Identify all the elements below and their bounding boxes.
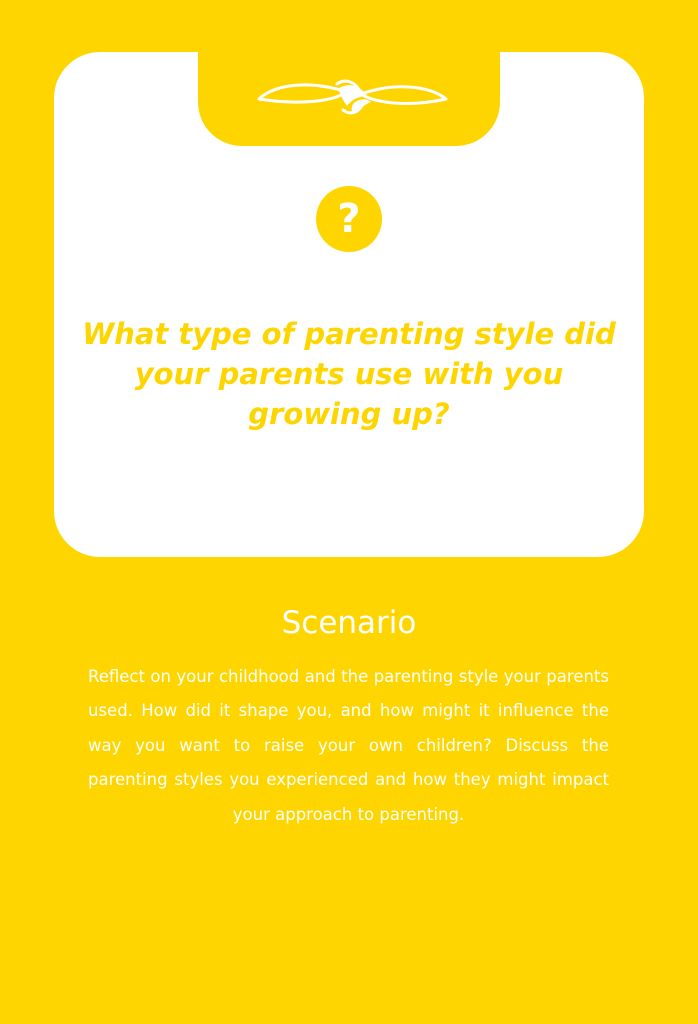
hands-logo-icon (255, 74, 450, 122)
scenario-title: Scenario (281, 605, 417, 641)
scenario-body: Reflect on your childhood and the parenting style your parents used. How did it shape you, and how might it influence the way you want to raise your own children? Discuss the parenting styles you experienced and how they might impact your approach to parenting. (88, 667, 609, 824)
question-mark-icon: ? (316, 186, 382, 252)
question-text: What type of parenting style did your parents use with you growing up? (82, 317, 616, 431)
